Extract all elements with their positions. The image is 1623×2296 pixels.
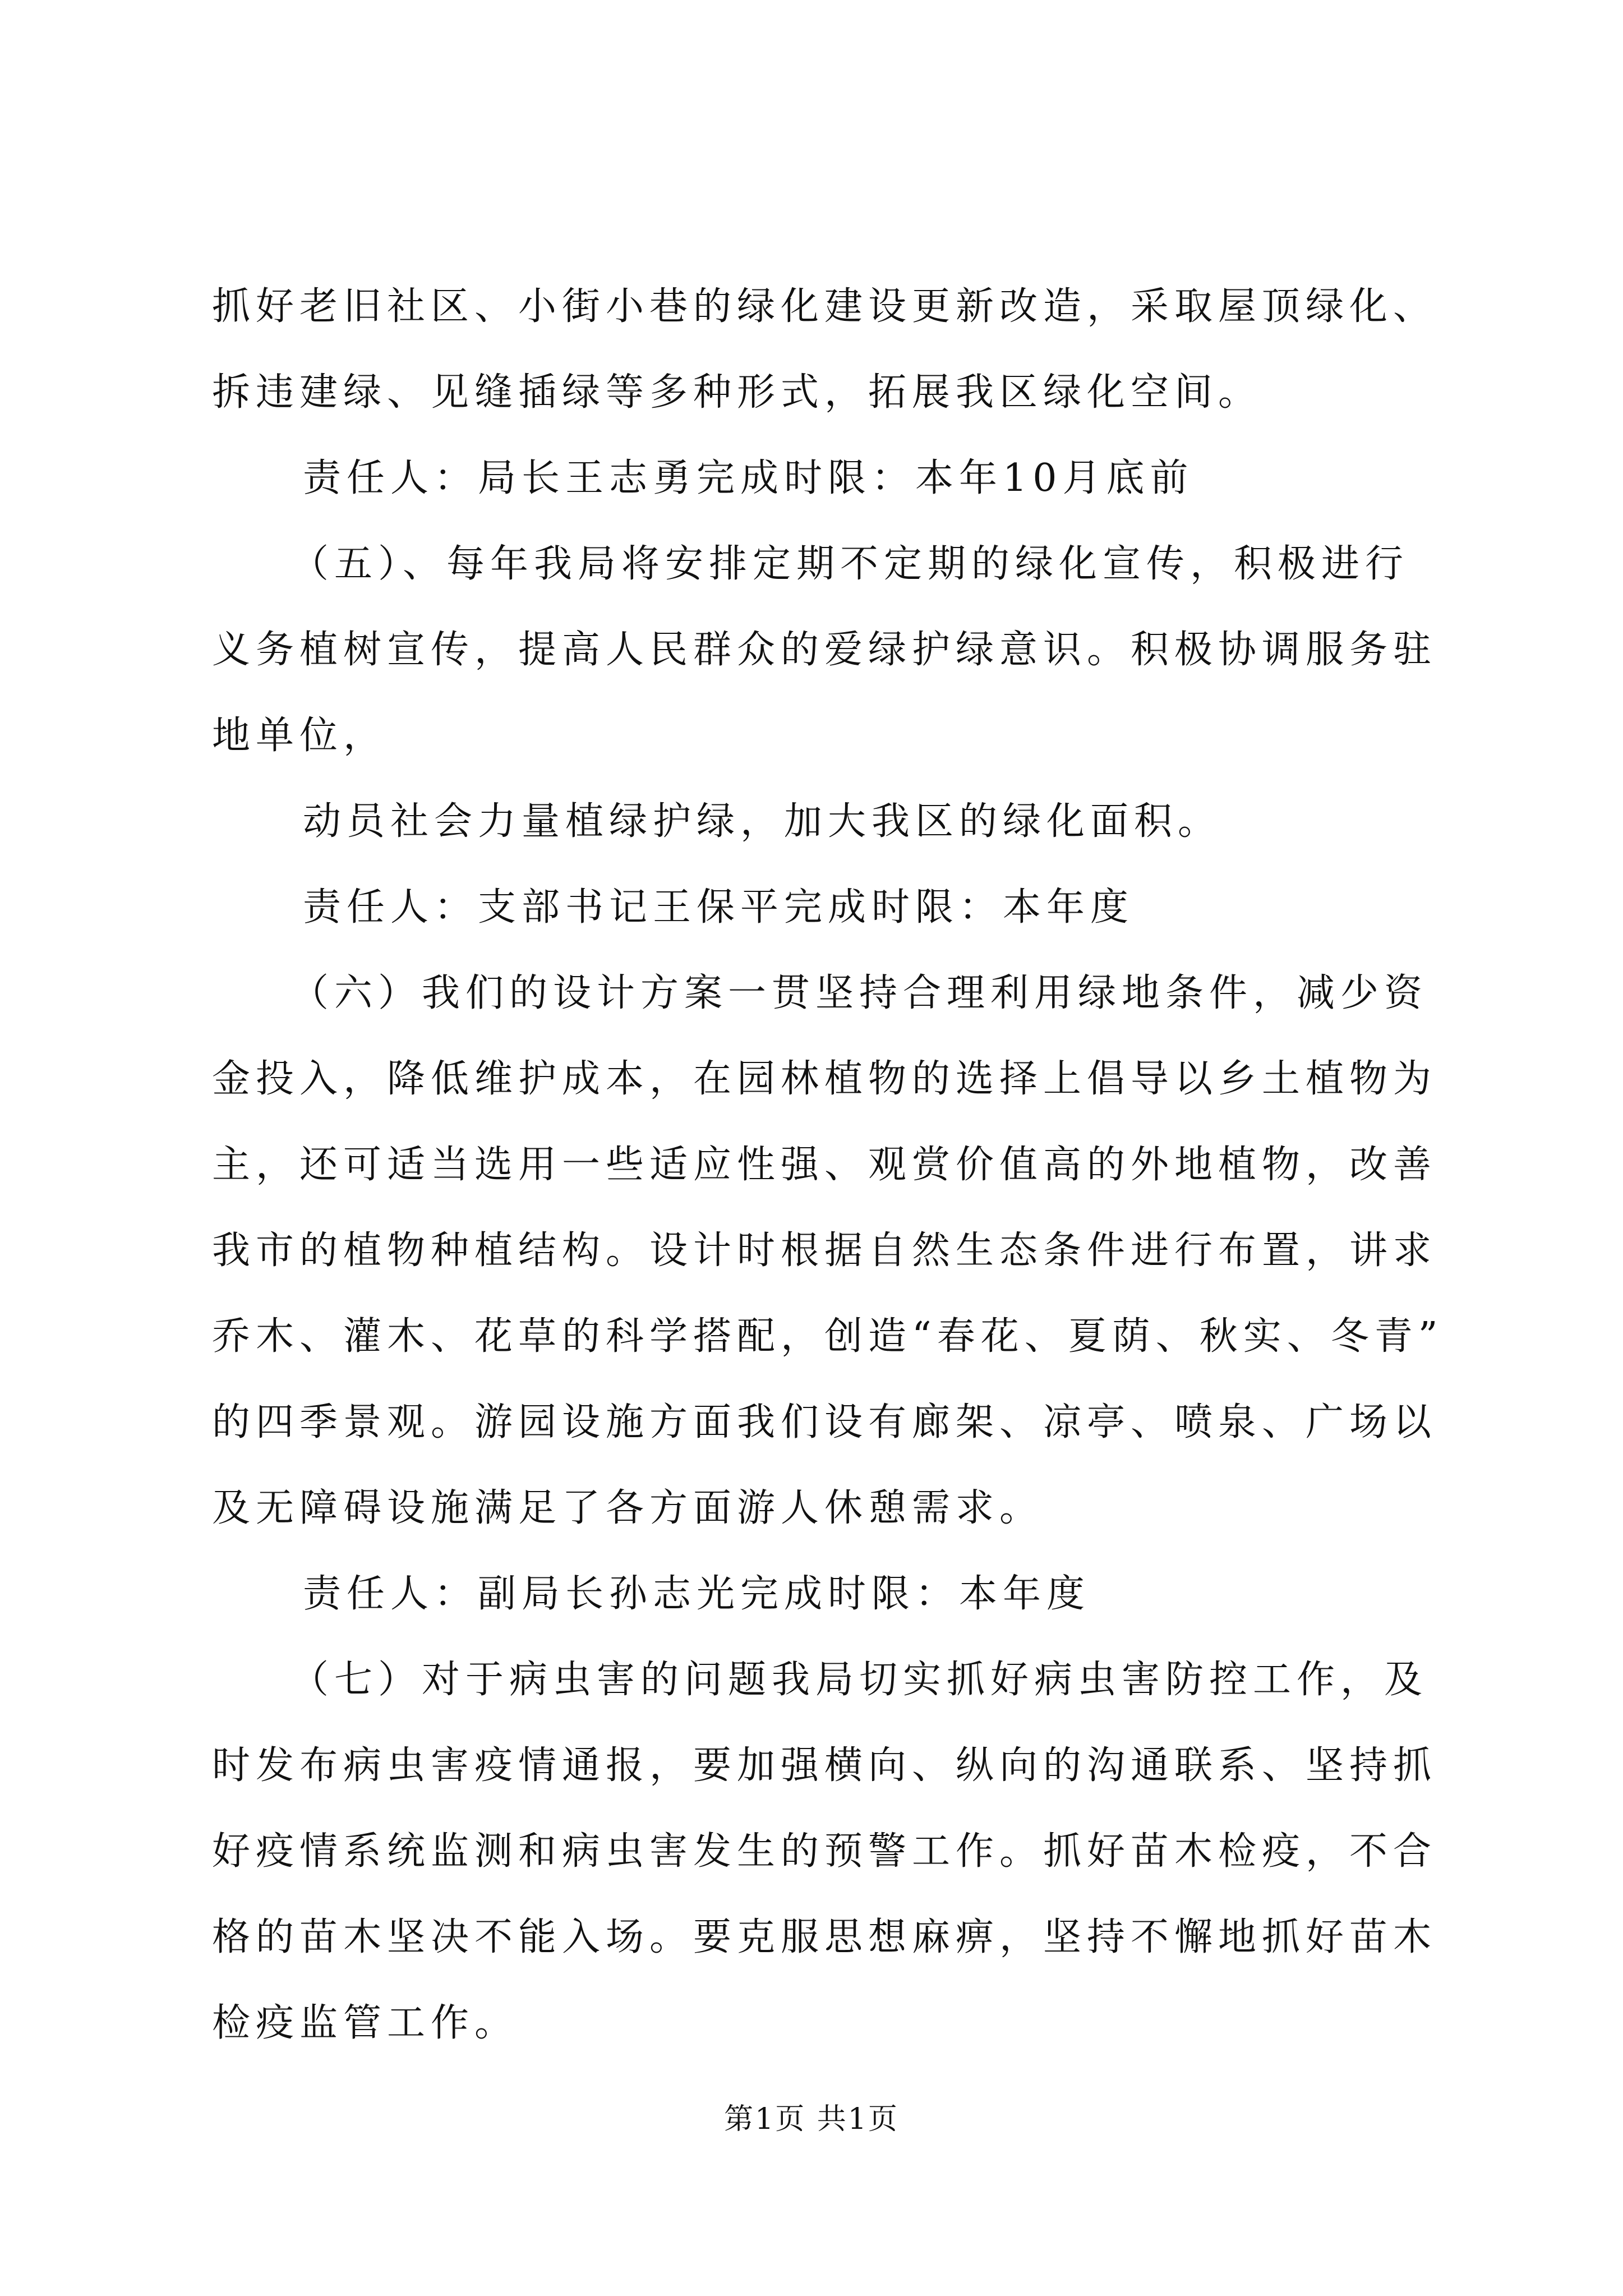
text-line: 地单位，	[212, 714, 388, 758]
text-line: 动员社会力量植绿护绿，加大我区的绿化面积。	[303, 799, 1222, 844]
text-line: 义务植树宣传，提高人民群众的爱绿护绿意识。积极协调服务驻	[212, 628, 1437, 672]
section-heading-line: （五）、每年我局将安排定期不定期的绿化宣传，积极进行	[291, 542, 1409, 586]
section-heading-line: （六）我们的设计方案一贯坚持合理利用绿地条件，减少资	[291, 971, 1428, 1015]
text-line: 检疫监管工作。	[212, 2001, 519, 2045]
text-line: 乔木、灌木、花草的科学搭配，创造“春花、夏荫、秋实、冬青”	[212, 1314, 1444, 1359]
text-line: 我市的植物种植结构。设计时根据自然生态条件进行布置，讲求	[212, 1228, 1437, 1273]
text-line: 抓好老旧社区、小街小巷的绿化建设更新改造，采取屋顶绿化、	[212, 284, 1437, 329]
page-number-footer: 第1页 共1页	[724, 2102, 899, 2136]
text-line: 格的苗木坚决不能入场。要克服思想麻痹，坚持不懈地抓好苗木	[212, 1915, 1437, 1959]
text-line: 时发布病虫害疫情通报，要加强横向、纵向的沟通联系、坚持抓	[212, 1743, 1437, 1788]
text-line: 拆违建绿、见缝插绿等多种形式，拓展我区绿化空间。	[212, 370, 1262, 415]
responsible-person-line: 责任人：支部书记王保平完成时限：本年度	[303, 885, 1135, 930]
section-heading-line: （七）对于病虫害的问题我局切实抓好病虫害防控工作，及	[291, 1658, 1428, 1702]
text-line: 的四季景观。游园设施方面我们设有廊架、凉亭、喷泉、广场以	[212, 1400, 1437, 1444]
responsible-person-line: 责任人：局长王志勇完成时限：本年10月底前	[303, 456, 1194, 500]
text-line: 金投入，降低维护成本，在园林植物的选择上倡导以乡土植物为	[212, 1057, 1437, 1101]
text-line: 主，还可适当选用一些适应性强、观赏价值高的外地植物，改善	[212, 1143, 1437, 1187]
responsible-person-line: 责任人：副局长孙志光完成时限：本年度	[303, 1572, 1091, 1616]
text-line: 及无障碍设施满足了各方面游人休憩需求。	[212, 1486, 1044, 1530]
body-text	[212, 264, 1444, 2066]
text-line: 好疫情系统监测和病虫害发生的预警工作。抓好苗木检疫，不合	[212, 1829, 1437, 1874]
